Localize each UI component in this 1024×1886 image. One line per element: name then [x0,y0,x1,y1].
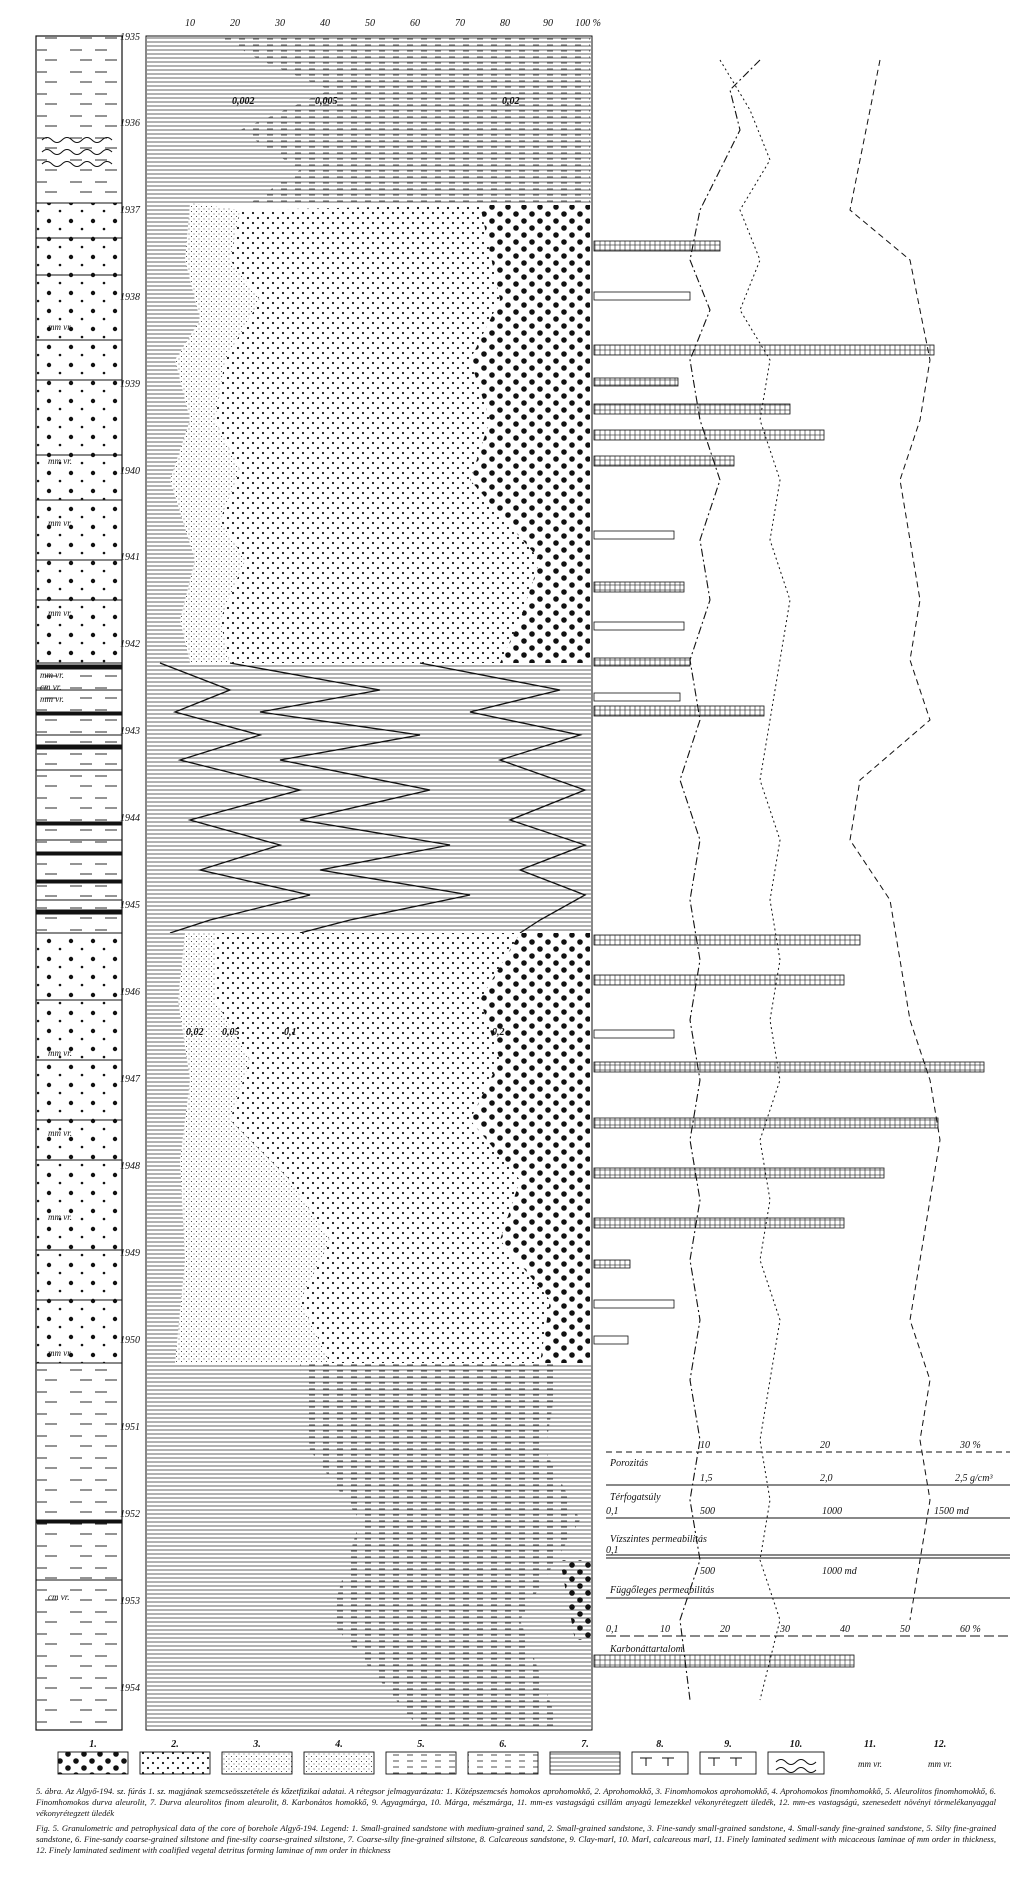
lithology-log [36,36,122,1730]
scale-label: 10 [185,18,195,29]
legend-num: 3. [253,1739,261,1750]
depth-label: 1942 [120,639,140,650]
caption-hungarian: 5. ábra. Az Algyő-194. sz. fúrás 1. sz. magjának szemcseösszetétele és kőzetfizikai adatai. A rétegsor jelmagyarázata: 1. Középszemcsés homokos aprohomokkő, 2. Aprohomokkő, 3. Finomhomokos aprohomokkő, 4. Aprohomokos finomhomokkő, 5. Aleurolitos finomhomokkő, 6. Finomhomokos durva aleurolit, 7. Durva aleurolitos finom aleurolit, 8. Karbonátos homokkő, 9. Agyagmárga, 10. Márga, mészmárga, 11. mm-es vastagságú csillám anyagú lemezekkel vékonyrétegzett üledék, 12. mm-es vastagságú, szenesedett növényi törmelékanyaggal vékonyrétegzett üledék [36,1786,996,1818]
granulometry-panel [146,36,592,1730]
legend-box-1 [58,1752,128,1774]
legend-num: 4. [335,1739,343,1750]
depth-label: 1935 [120,32,140,43]
grain-label: 0,2 [492,1027,505,1038]
litho-note: cm vr. [48,1592,70,1602]
scale-label: 20 [230,18,240,29]
scale-label: 90 [543,18,553,29]
depth-label: 1944 [120,813,140,824]
grain-label: 0,005 [315,96,338,107]
litho-note: mm vr. [48,322,72,332]
figure-caption [36,1786,996,1860]
petro-name: Vízszintes permeabilitás [610,1534,707,1545]
legend-box-9 [700,1752,756,1774]
depth-label: 1936 [120,118,140,129]
litho-note: mm vr. [48,608,72,618]
legend-num: 7. [581,1739,589,1750]
log-clay-lower [37,1363,121,1729]
petro-scale: 20 [820,1440,830,1451]
grain-label: 0,02 [186,1027,204,1038]
legend-num: 1. [89,1739,97,1750]
petro-name: Térfogatsúly [610,1492,661,1503]
petro-scale: 1,5 [700,1473,713,1484]
depth-label: 1941 [120,552,140,563]
petro-scale: 30 % [960,1440,981,1451]
caption-english: Fig. 5. Granulometric and petrophysical data of the core of borehole Algyő-194. Legend: 1. Small-grained sandstone with medium-grained sand, 2. Small-grained sandstone, 3. Fine-sandy small-grained sandstone, 4. Small-sandy fine-grained sandstone, 5. Silty fine-grained sandstone, 6. Fine-sandy coarse-grained siltstone and fine-silty coarse-grained siltstone, 7. Coarse-silty fine-grained siltstone, 8. Calcareous sandstone, 9. Clay-marl, 10. Marl, calcareous marl, 11. Finely laminated sediment with micaceous laminae of mm order in thickness, 12. Finely laminated sediment with coalified vegetal detritus forming laminae of mm order in thickness [36,1823,996,1855]
depth-label: 1938 [120,292,140,303]
petro-scale: 60 % [960,1624,981,1635]
litho-note: mm vr. [48,1212,72,1222]
litho-note: mm vr. [48,1048,72,1058]
grain-label: 0,1 [284,1027,297,1038]
legend-box-4 [304,1752,374,1774]
petro-scale: 1000 [822,1506,842,1517]
legend-num: 9. [724,1739,732,1750]
bulk-density-curve [720,60,790,1700]
depth-label: 1947 [120,1074,140,1085]
depth-label: 1953 [120,1596,140,1607]
depth-label: 1939 [120,379,140,390]
depth-label: 1954 [120,1683,140,1694]
litho-note: mm vr. [40,670,64,680]
log-sand-upper [37,203,121,663]
legend-box-2 [140,1752,210,1774]
grain-label: 0,05 [222,1027,240,1038]
scale-label: 70 [455,18,465,29]
petro-scale: 50 [900,1624,910,1635]
petro-scale: 2,5 g/cm³ [955,1473,993,1484]
depth-labels [120,32,141,1694]
legend-num: 5. [417,1739,425,1750]
legend-box-3 [222,1752,292,1774]
log-sand-lower [37,933,121,1363]
petro-scale: 10 [700,1440,710,1451]
gran-middle [147,663,591,933]
litho-note: mm vr. [48,518,72,528]
litho-note: cm vr. [40,682,62,692]
petro-scale: 500 [700,1566,715,1577]
grain-label: 0,02 [502,96,520,107]
depth-label: 1945 [120,900,140,911]
legend-num: 2. [171,1739,179,1750]
log-clay-upper [37,37,121,203]
scale-label: 30 [275,18,285,29]
porosity-curve [680,60,760,1700]
legend-box-6 [468,1752,538,1774]
legend-num: 12. [933,1739,947,1750]
top-scale-labels [185,18,601,29]
petro-legend-labels [606,1440,993,1655]
legend-box-5 [386,1752,456,1774]
petro-scale: 2,0 [820,1473,833,1484]
legend-sub: mm vr. [928,1759,952,1769]
depth-label: 1952 [120,1509,140,1520]
grain-label: 0,002 [232,96,255,107]
petro-scale: 10 [660,1624,670,1635]
petro-scale: 30 [780,1624,790,1635]
petro-scale: 40 [840,1624,850,1635]
legend-num: 8. [656,1739,664,1750]
legend-num: 6. [499,1739,507,1750]
petro-scale: 0,1 [606,1545,619,1556]
petro-scale: 0,1 [606,1624,619,1635]
litho-note: mm vr. [48,1348,72,1358]
depth-label: 1948 [120,1161,140,1172]
scale-label: 100 % [575,18,601,29]
depth-label: 1949 [120,1248,140,1259]
legend-strip [58,1752,824,1774]
scale-label: 60 [410,18,420,29]
petro-scale: 20 [720,1624,730,1635]
litho-note: mm vr. [48,456,72,466]
petro-name: Karbonáttartalom [610,1644,683,1655]
scale-label: 80 [500,18,510,29]
petrophysics-panel [594,60,1010,1700]
depth-label: 1950 [120,1335,140,1346]
legend-box-8 [632,1752,688,1774]
legend-num: 11. [864,1739,876,1750]
legend-box-7 [550,1752,620,1774]
litho-note: mm vr. [48,1128,72,1138]
petro-scale: 500 [700,1506,715,1517]
petro-name: Függőleges permeabilitás [610,1585,715,1596]
depth-label: 1946 [120,987,140,998]
permeability-bars [594,241,984,1667]
petro-scale: 0,1 [606,1506,619,1517]
carbonate-curve [850,60,940,1620]
depth-label: 1937 [120,205,140,216]
petro-name: Porozitás [610,1458,648,1469]
petro-scale: 1000 md [822,1566,857,1577]
legend-num: 10. [789,1739,803,1750]
scale-label: 50 [365,18,375,29]
petro-scale: 1500 md [934,1506,969,1517]
legend-sub: mm vr. [858,1759,882,1769]
litho-note: mm vr. [40,694,64,704]
depth-label: 1943 [120,726,140,737]
depth-label: 1940 [120,466,140,477]
scale-label: 40 [320,18,330,29]
depth-label: 1951 [120,1422,140,1433]
